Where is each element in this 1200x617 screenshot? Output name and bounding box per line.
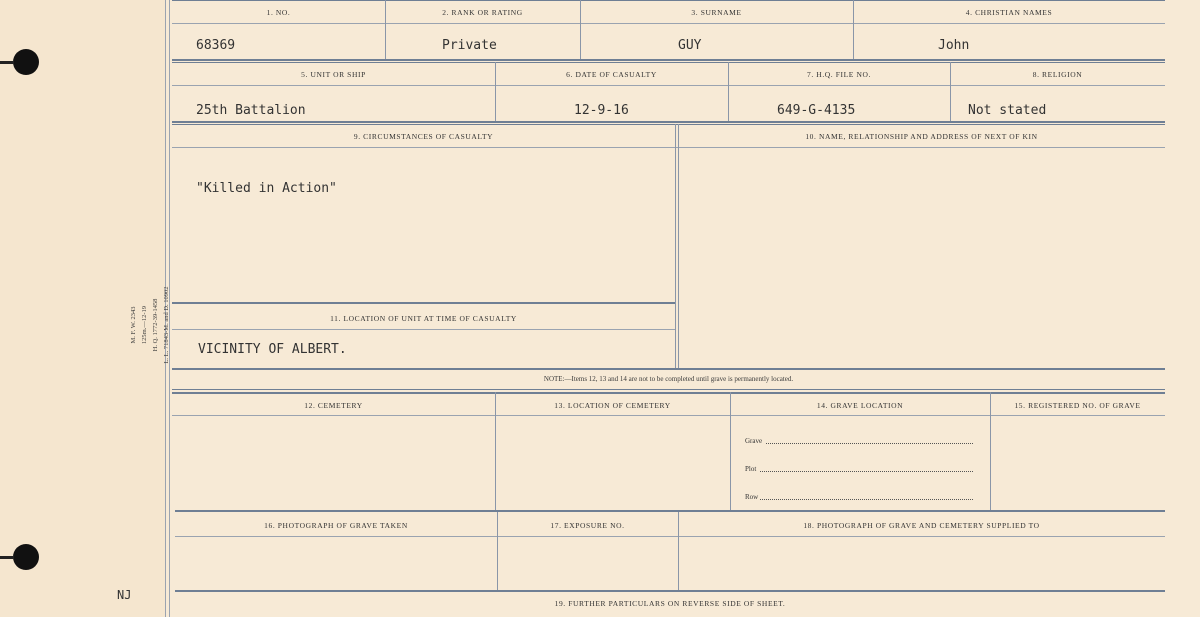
header-photo-taken: 16. PHOTOGRAPH OF GRAVE TAKEN [264,521,408,530]
row-line [760,492,973,500]
header-surname: 3. SURNAME [691,8,742,17]
header-cemetery: 12. CEMETERY [304,401,363,410]
header-file-no: 7. H.Q. FILE NO. [807,70,871,79]
header-location-unit: 11. LOCATION OF UNIT AT TIME OF CASUALTY [330,314,517,323]
header-grave-location: 14. GRAVE LOCATION [816,401,904,410]
header-no: 1. NO. [266,8,291,17]
binder-stub [0,61,14,64]
initials: NJ [117,588,132,602]
header-rank: 2. RANK OR RATING [442,8,523,17]
hq-file-no: 649-G-4135 [777,103,856,118]
stamp-line: L. L. 71843-M. and D. 10902 [163,286,170,364]
unit: 25th Battalion [196,103,306,118]
header-christian-names: 4. CHRISTIAN NAMES [965,8,1053,17]
stamp-line: H. Q. 1772-39-1458 [152,298,159,352]
header-photo-supplied: 18. PHOTOGRAPH OF GRAVE AND CEMETERY SUPPLIED TO [803,521,1040,530]
location-unit-value: VICINITY OF ALBERT. [198,342,347,357]
footer-note: 19. FURTHER PARTICULARS ON REVERSE SIDE OF SHEET. [554,599,786,608]
row-label: Row [745,493,759,501]
header-date: 6. DATE OF CASUALTY [566,70,657,79]
stamp-line: 125m.—12-19 [141,305,148,345]
rank: Private [442,38,497,53]
religion: Not stated [968,103,1047,118]
service-number: 68369 [196,38,236,53]
header-circumstances: 9. CIRCUMSTANCES OF CASUALTY [353,132,494,141]
plot-label: Plot [745,465,757,473]
header-next-of-kin: 10. NAME, RELATIONSHIP AND ADDRESS OF NEXT OF KIN [805,132,1038,141]
date-of-casualty: 12-9-16 [574,103,629,118]
header-registered-no: 15. REGISTERED NO. OF GRAVE [1014,401,1141,410]
christian-names: John [938,38,970,53]
circumstances-value: "Killed in Action" [196,181,337,196]
binder-stub [0,556,14,559]
grave-line [766,436,973,444]
header-unit: 5. UNIT OR SHIP [301,70,366,79]
header-location-cemetery: 13. LOCATION OF CEMETERY [554,401,671,410]
punch-hole [13,49,39,75]
stamp-line: M. F. W. 2343 [130,306,137,344]
note: NOTE:—Items 12, 13 and 14 are not to be completed until grave is permanently located. [543,375,794,383]
surname: GUY [678,38,702,53]
header-religion: 8. RELIGION [1032,70,1083,79]
form-stamp [128,260,178,390]
header-exposure-no: 17. EXPOSURE NO. [550,521,625,530]
punch-hole [13,544,39,570]
plot-line [760,464,973,472]
grave-label: Grave [745,437,763,445]
